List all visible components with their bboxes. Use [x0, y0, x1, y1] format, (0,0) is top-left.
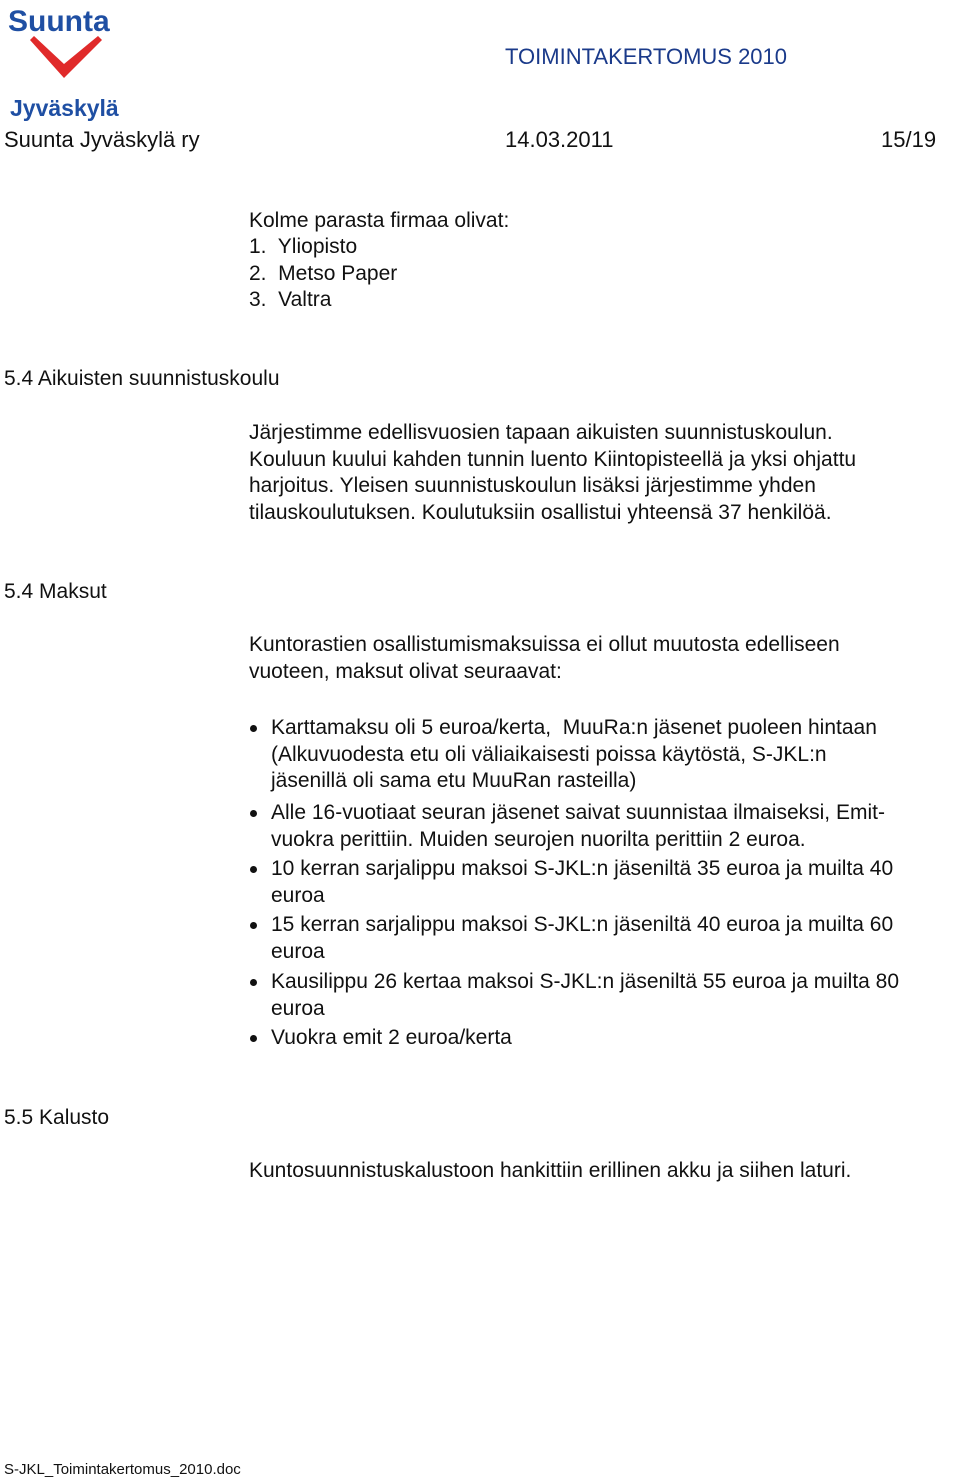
logo-mark — [30, 36, 102, 78]
fee-bullet-line: jäsenillä oli sama etu MuuRan rasteilla) — [271, 769, 637, 792]
adult-school-line: Kouluun kuului kahden tunnin luento Kiintopisteellä ja yksi ohjattu — [249, 448, 857, 471]
bullet-icon — [250, 725, 257, 732]
firms-intro: Kolme parasta firmaa olivat: — [249, 209, 510, 232]
fee-bullet-line: Vuokra emit 2 euroa/kerta — [271, 1026, 512, 1049]
section-heading-adult-school: 5.4 Aikuisten suunnistuskoulu — [4, 367, 280, 390]
header-date: 14.03.2011 — [505, 127, 614, 152]
fee-bullet-line: 10 kerran sarjalippu maksoi S-JKL:n jäseniltä 35 euroa ja muilta 40 — [271, 857, 894, 880]
section-heading-equipment: 5.5 Kalusto — [4, 1106, 110, 1129]
fee-bullet-line: (Alkuvuodesta etu oli väliaikaisesti poissa käytöstä, S-JKL:n — [271, 742, 827, 766]
document-title: TOIMINTAKERTOMUS 2010 — [505, 44, 788, 69]
adult-school-line: Järjestimme edellisvuosien tapaan aikuisten suunnistuskoulun. — [249, 421, 833, 444]
equipment-text: Kuntosuunnistuskalustoon hankittiin erillinen akku ja siihen laturi. — [249, 1159, 852, 1182]
logo-top-text: Suunta — [8, 5, 110, 38]
fee-bullet-line: Alle 16-vuotiaat seuran jäsenet saivat suunnistaa ilmaiseksi, Emit- — [271, 801, 885, 824]
section-heading-fees: 5.4 Maksut — [4, 580, 107, 603]
fees-intro-line: vuoteen, maksut olivat seuraavat: — [249, 660, 562, 683]
header-org: Suunta Jyväskylä ry — [4, 127, 200, 152]
fees-intro-line: Kuntorastien osallistumismaksuissa ei ollut muutosta edelliseen — [249, 633, 840, 656]
bullet-icon — [250, 866, 257, 873]
logo-bottom-text: Jyväskylä — [10, 95, 119, 121]
firms-item-2: 2. Metso Paper — [249, 262, 398, 285]
bullet-icon — [250, 979, 257, 986]
fee-bullet-line: euroa — [271, 939, 325, 963]
adult-school-line: tilauskoulutuksen. Koulutuksiin osallistui yhteensä 37 henkilöä. — [249, 501, 832, 524]
footer-filename: S-JKL_Toimintakertomus_2010.doc — [4, 1461, 241, 1478]
fee-bullet-line: euroa — [271, 883, 325, 907]
fee-bullet-line: vuokra perittiin. Muiden seurojen nuorilta perittiin 2 euroa. — [271, 827, 806, 851]
fee-bullet-line: 15 kerran sarjalippu maksoi S-JKL:n jäseniltä 40 euroa ja muilta 60 — [271, 913, 894, 936]
bullet-icon — [250, 810, 257, 817]
fee-bullet-line: Karttamaksu oli 5 euroa/kerta, MuuRa:n jäsenet puoleen hintaan — [271, 716, 877, 739]
firms-item-1: 1. Yliopisto — [249, 235, 358, 258]
suunta-jyvaskyla-logo — [6, 4, 124, 122]
fee-bullet-line: Kausilippu 26 kertaa maksoi S-JKL:n jäseniltä 55 euroa ja muilta 80 — [271, 970, 900, 993]
bullet-icon — [250, 1035, 257, 1042]
adult-school-line: harjoitus. Yleisen suunnistuskoulun lisäksi järjestimme yhden — [249, 474, 816, 497]
bullet-icon — [250, 922, 257, 929]
firms-item-3: 3. Valtra — [249, 288, 332, 311]
fee-bullet-line: euroa — [271, 996, 325, 1020]
header-page-number: 15/19 — [881, 127, 937, 152]
